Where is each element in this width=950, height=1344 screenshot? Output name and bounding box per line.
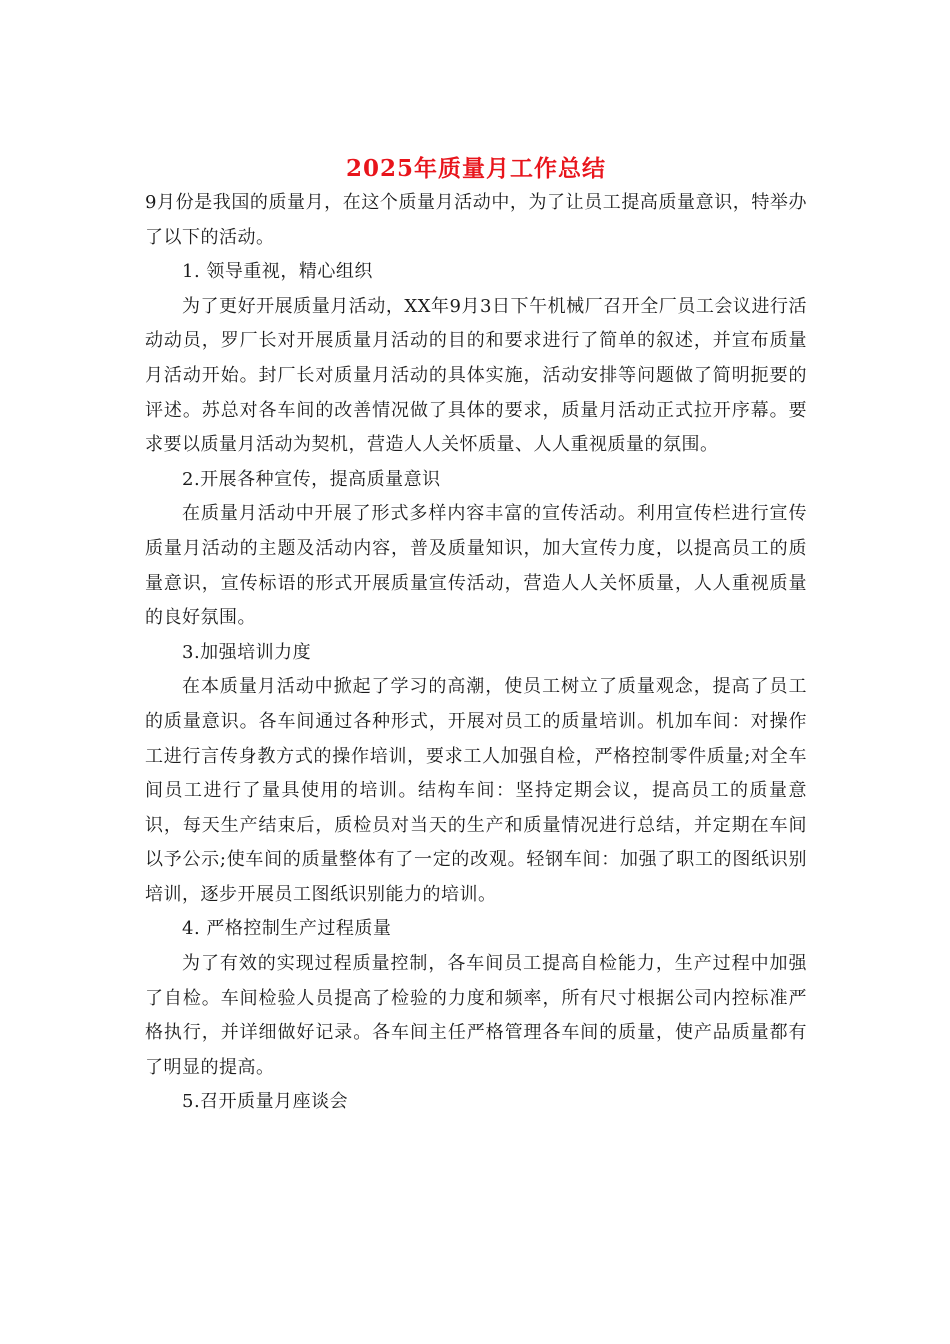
section-heading-4: 4. 严格控制生产过程质量 xyxy=(182,918,392,940)
document-body xyxy=(145,152,807,1120)
section-body-2: 在质量月活动中开展了形式多样内容丰富的宣传活动。利用宣传栏进行宣传质量月活动的主题及活动内容，普及质量知识，加大宣传力度，以提高员工的质量意识，宣传标语的形式开展质量宣传活动，营造人人关怀质量，人人重视质量的良好氛围。 xyxy=(145,503,807,629)
document-title: 2025年质量月工作总结 xyxy=(345,155,606,182)
section-body-4: 为了有效的实现过程质量控制，各车间员工提高自检能力，生产过程中加强了自检。车间检验人员提高了检验的力度和频率，所有尺寸根据公司内控标准严格执行，并详细做好记录。各车间主任严格管理各车间的质量，使产品质量都有了明显的提高。 xyxy=(145,953,807,1078)
section-heading-2: 2.开展各种宣传，提高质量意识 xyxy=(182,468,441,490)
section-heading-5: 5.召开质量月座谈会 xyxy=(182,1091,349,1113)
section-body-1: 为了更好开展质量月活动，XX年9月3日下午机械厂召开全厂员工会议进行活动动员，罗厂长对开展质量月活动的目的和要求进行了简单的叙述，并宣布质量月活动开始。封厂长对质量月活动的具体实施，活动安排等问题做了简明扼要的评述。苏总对各车间的改善情况做了具体的要求，质量月活动正式拉开序幕。要求要以质量月活动为契机，营造人人关怀质量、人人重视质量的氛围。 xyxy=(145,295,807,456)
section-heading-3: 3.加强培训力度 xyxy=(182,641,312,663)
section-heading-1: 1. 领导重视，精心组织 xyxy=(182,261,373,283)
intro-paragraph: 9月份是我国的质量月，在这个质量月活动中，为了让员工提高质量意识，特举办了以下的活动。 xyxy=(145,192,807,248)
section-body-3: 在本质量月活动中掀起了学习的高潮，使员工树立了质量观念，提高了员工的质量意识。各车间通过各种形式，开展对员工的质量培训。机加车间：对操作工进行言传身教方式的操作培训，要求工人加强自检，严格控制零件质量;对全车间员工进行了量具使用的培训。结构车间：坚持定期会议，提高员工的质量意识，每天生产结束后，质检员对当天的生产和质量情况进行总结，并定期在车间以予公示;使车间的质量整体有了一定的改观。轻钢车间：加强了职工的图纸识别培训，逐步开展员工图纸识别能力的培训。 xyxy=(145,676,807,905)
